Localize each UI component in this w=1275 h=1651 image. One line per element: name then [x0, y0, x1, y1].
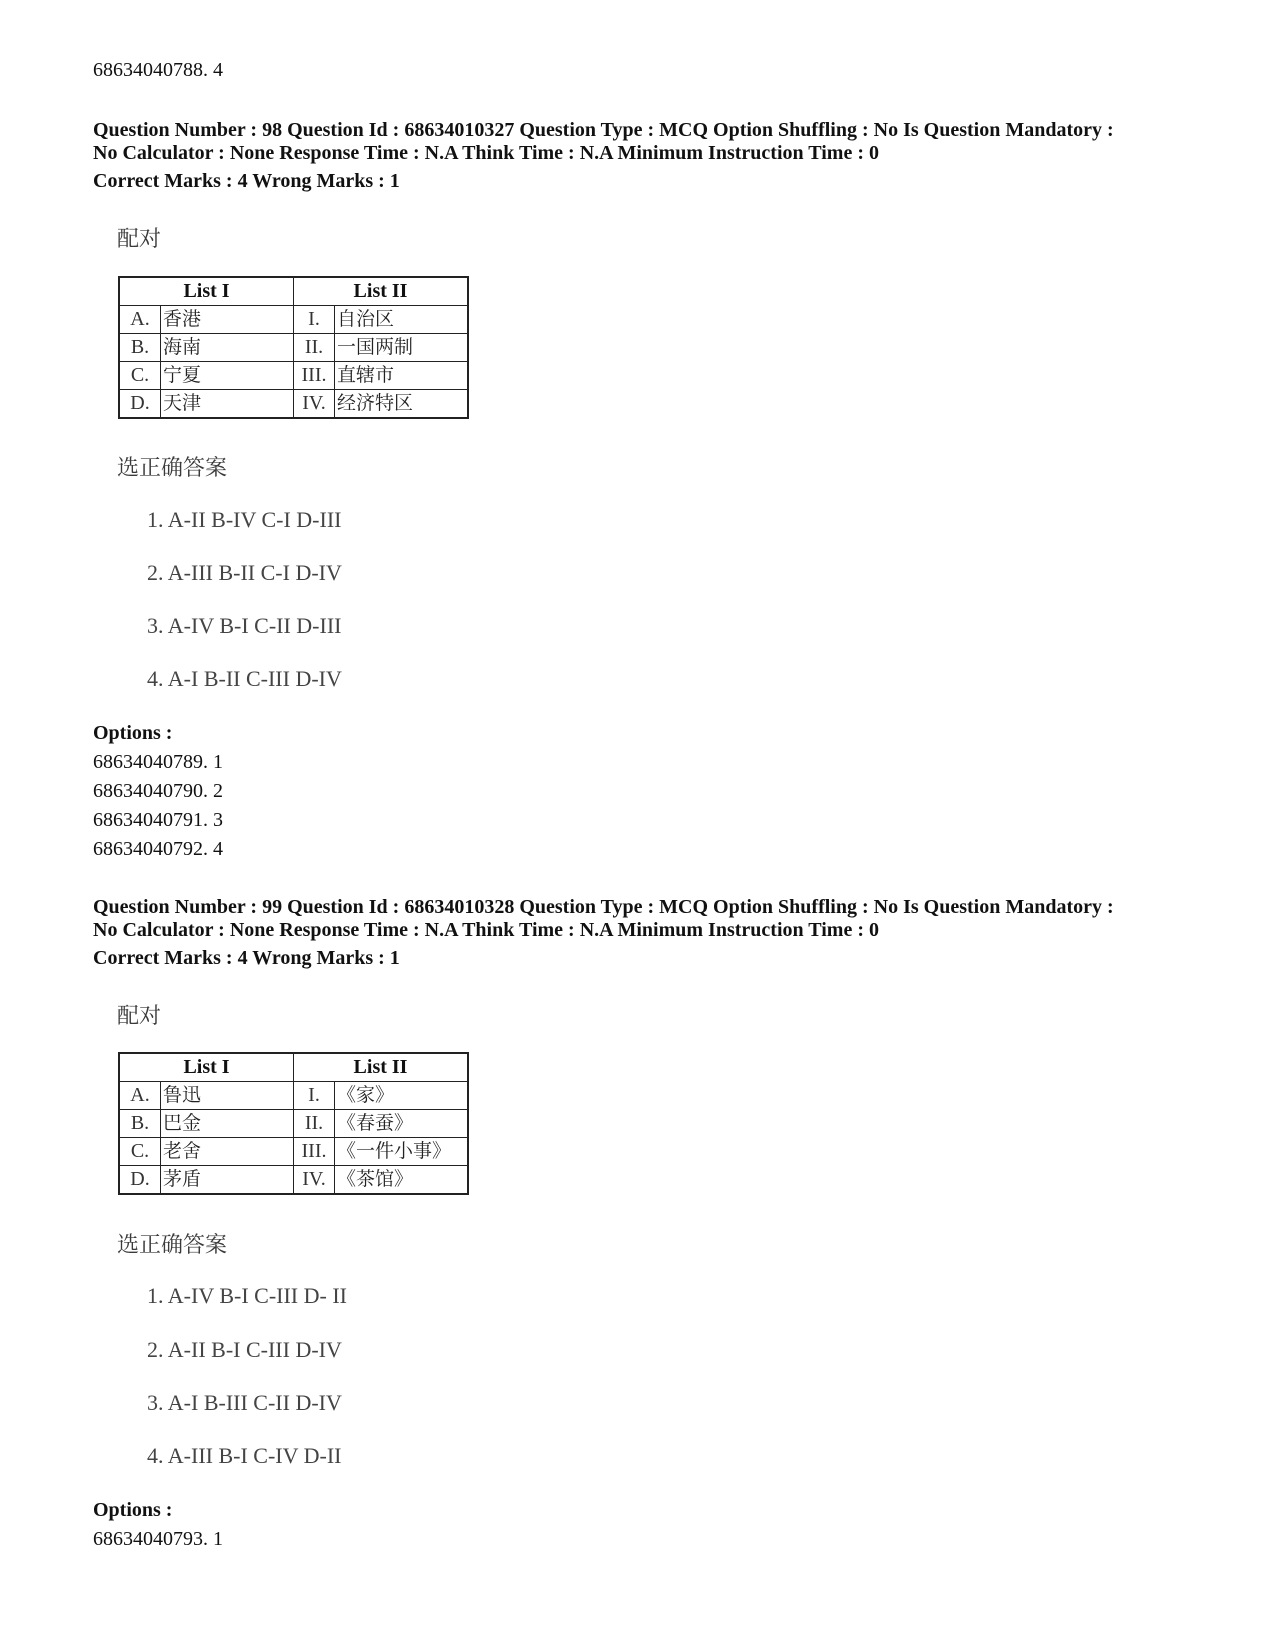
list-2-value: 《春蚕》: [335, 1110, 469, 1138]
list-2-header: List II: [294, 1053, 469, 1082]
list-1-key: C.: [119, 362, 161, 390]
list-1-key: B.: [119, 1110, 161, 1138]
list-2-header: List II: [294, 277, 469, 306]
answer-choice: 4. A-I B-II C-III D-IV: [147, 666, 342, 691]
list-1-key: C.: [119, 1138, 161, 1166]
list-1-header: List I: [119, 1053, 294, 1082]
table-row: [119, 306, 468, 334]
list-2-key: I.: [294, 1082, 335, 1110]
list-1-key: D.: [119, 1166, 161, 1195]
previous-option-line: 68634040788. 4: [93, 59, 223, 81]
list-2-value: 《一件小事》: [335, 1138, 469, 1166]
options-label: Options :: [93, 722, 173, 744]
option-line: 68634040792. 4: [93, 838, 223, 860]
answer-choice: 1. A-II B-IV C-I D-III: [147, 507, 342, 532]
table-header-row: [119, 277, 468, 306]
table-row: [119, 1110, 468, 1138]
table-row: [119, 1082, 468, 1110]
answer-choice: 2. A-III B-II C-I D-IV: [147, 560, 342, 585]
list-1-value: 巴金: [161, 1110, 294, 1138]
table-row: [119, 362, 468, 390]
list-1-key: D.: [119, 390, 161, 419]
list-1-value: 香港: [161, 306, 294, 334]
list-2-key: I.: [294, 306, 335, 334]
answer-prompt: 选正确答案: [117, 1233, 228, 1258]
question-marks: Correct Marks : 4 Wrong Marks : 1: [93, 947, 400, 969]
list-1-value: 鲁迅: [161, 1082, 294, 1110]
list-2-value: 《家》: [335, 1082, 469, 1110]
option-line: 68634040790. 2: [93, 780, 223, 802]
list-2-key: IV.: [294, 1166, 335, 1195]
list-2-value: 直辖市: [335, 362, 469, 390]
option-line: 68634040789. 1: [93, 751, 223, 773]
answer-choice: 1. A-IV B-I C-III D- II: [147, 1283, 347, 1308]
list-1-value: 宁夏: [161, 362, 294, 390]
list-2-key: II.: [294, 1110, 335, 1138]
answer-choice: 3. A-I B-III C-II D-IV: [147, 1390, 342, 1415]
match-heading: 配对: [117, 1004, 162, 1029]
list-2-key: II.: [294, 334, 335, 362]
answer-choice: 3. A-IV B-I C-II D-III: [147, 613, 342, 638]
question-meta-line-1: Question Number : 98 Question Id : 68634010327 Question Type : MCQ Option Shuffling : No Is Question Mandatory :: [93, 119, 1114, 141]
option-line: 68634040791. 3: [93, 809, 223, 831]
question-meta-line-2: No Calculator : None Response Time : N.A Think Time : N.A Minimum Instruction Time : 0: [93, 142, 879, 164]
answer-choice: 4. A-III B-I C-IV D-II: [147, 1443, 342, 1468]
table-row: [119, 1166, 468, 1195]
list-2-key: III.: [294, 1138, 335, 1166]
list-1-header: List I: [119, 277, 294, 306]
match-heading: 配对: [117, 227, 162, 252]
list-1-key: A.: [119, 1082, 161, 1110]
question-marks: Correct Marks : 4 Wrong Marks : 1: [93, 170, 400, 192]
list-2-value: 《茶馆》: [335, 1166, 469, 1195]
list-2-value: 一国两制: [335, 334, 469, 362]
list-1-value: 茅盾: [161, 1166, 294, 1195]
option-line: 68634040793. 1: [93, 1528, 223, 1550]
table-row: [119, 390, 468, 419]
options-label: Options :: [93, 1499, 173, 1521]
answer-prompt: 选正确答案: [117, 456, 228, 481]
list-2-value: 经济特区: [335, 390, 469, 419]
list-2-key: IV.: [294, 390, 335, 419]
list-1-value: 老舍: [161, 1138, 294, 1166]
list-1-value: 天津: [161, 390, 294, 419]
list-2-value: 自治区: [335, 306, 469, 334]
table-row: [119, 1138, 468, 1166]
list-1-key: B.: [119, 334, 161, 362]
table-header-row: [119, 1053, 468, 1082]
table-row: [119, 334, 468, 362]
question-meta-line-1: Question Number : 99 Question Id : 68634010328 Question Type : MCQ Option Shuffling : No Is Question Mandatory :: [93, 896, 1114, 918]
match-table: [118, 1052, 469, 1195]
match-table: [118, 276, 469, 419]
list-2-key: III.: [294, 362, 335, 390]
list-1-value: 海南: [161, 334, 294, 362]
answer-choice: 2. A-II B-I C-III D-IV: [147, 1337, 342, 1362]
list-1-key: A.: [119, 306, 161, 334]
question-meta-line-2: No Calculator : None Response Time : N.A Think Time : N.A Minimum Instruction Time : 0: [93, 919, 879, 941]
